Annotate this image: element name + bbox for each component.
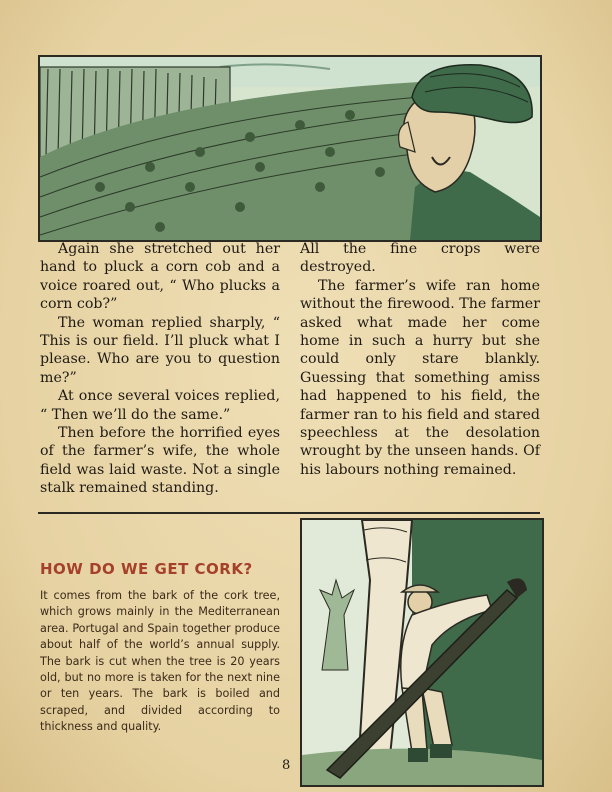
- story-left-column: [40, 240, 280, 498]
- story-paragraph: All the fine crops were destroyed.: [300, 241, 540, 276]
- story-paragraph: At once several voices replied, “ Then we’ll do the same.”: [40, 388, 280, 423]
- field-farmer-drawing: [40, 57, 540, 240]
- cork-title: HOW DO WE GET CORK?: [40, 560, 253, 578]
- cork-info-box: [40, 560, 280, 736]
- section-divider: [38, 512, 540, 514]
- page-number: 8: [282, 758, 291, 773]
- story-right-column: [300, 240, 540, 479]
- cork-harvest-drawing: [302, 520, 542, 785]
- story-paragraph: Then before the horrified eyes of the farmer’s wife, the whole field was laid waste. Not a single stalk remained standing.: [40, 425, 280, 497]
- story-paragraph: Again she stretched out her hand to pluck a corn cob and a voice roared out, “ Who plucks a corn cob?”: [40, 241, 280, 313]
- field-illustration: [38, 55, 542, 242]
- cork-text: It comes from the bark of the cork tree, which grows mainly in the Mediterranean area. Portugal and Spain together produce about half of the world’s annual supply. The bark is cut when the tree is 20 years old, but no more is taken for the next nine or ten years. The bark is boiled and scraped, and divided according to thickness and quality.: [40, 589, 280, 734]
- story-paragraph: The woman replied sharply, “ This is our field. I’ll pluck what I please. Who are you to question me?”: [40, 314, 280, 386]
- story-paragraph: The farmer’s wife ran home without the firewood. The farmer asked what made her come home in such a hurry but she could only stare blankly. Guessing that something amiss had happened to his field, the farmer ran to his field and stared speechless at the desolation wrought by the unseen hands. Of his labours nothing remained.: [300, 277, 540, 478]
- cork-illustration: [300, 518, 544, 787]
